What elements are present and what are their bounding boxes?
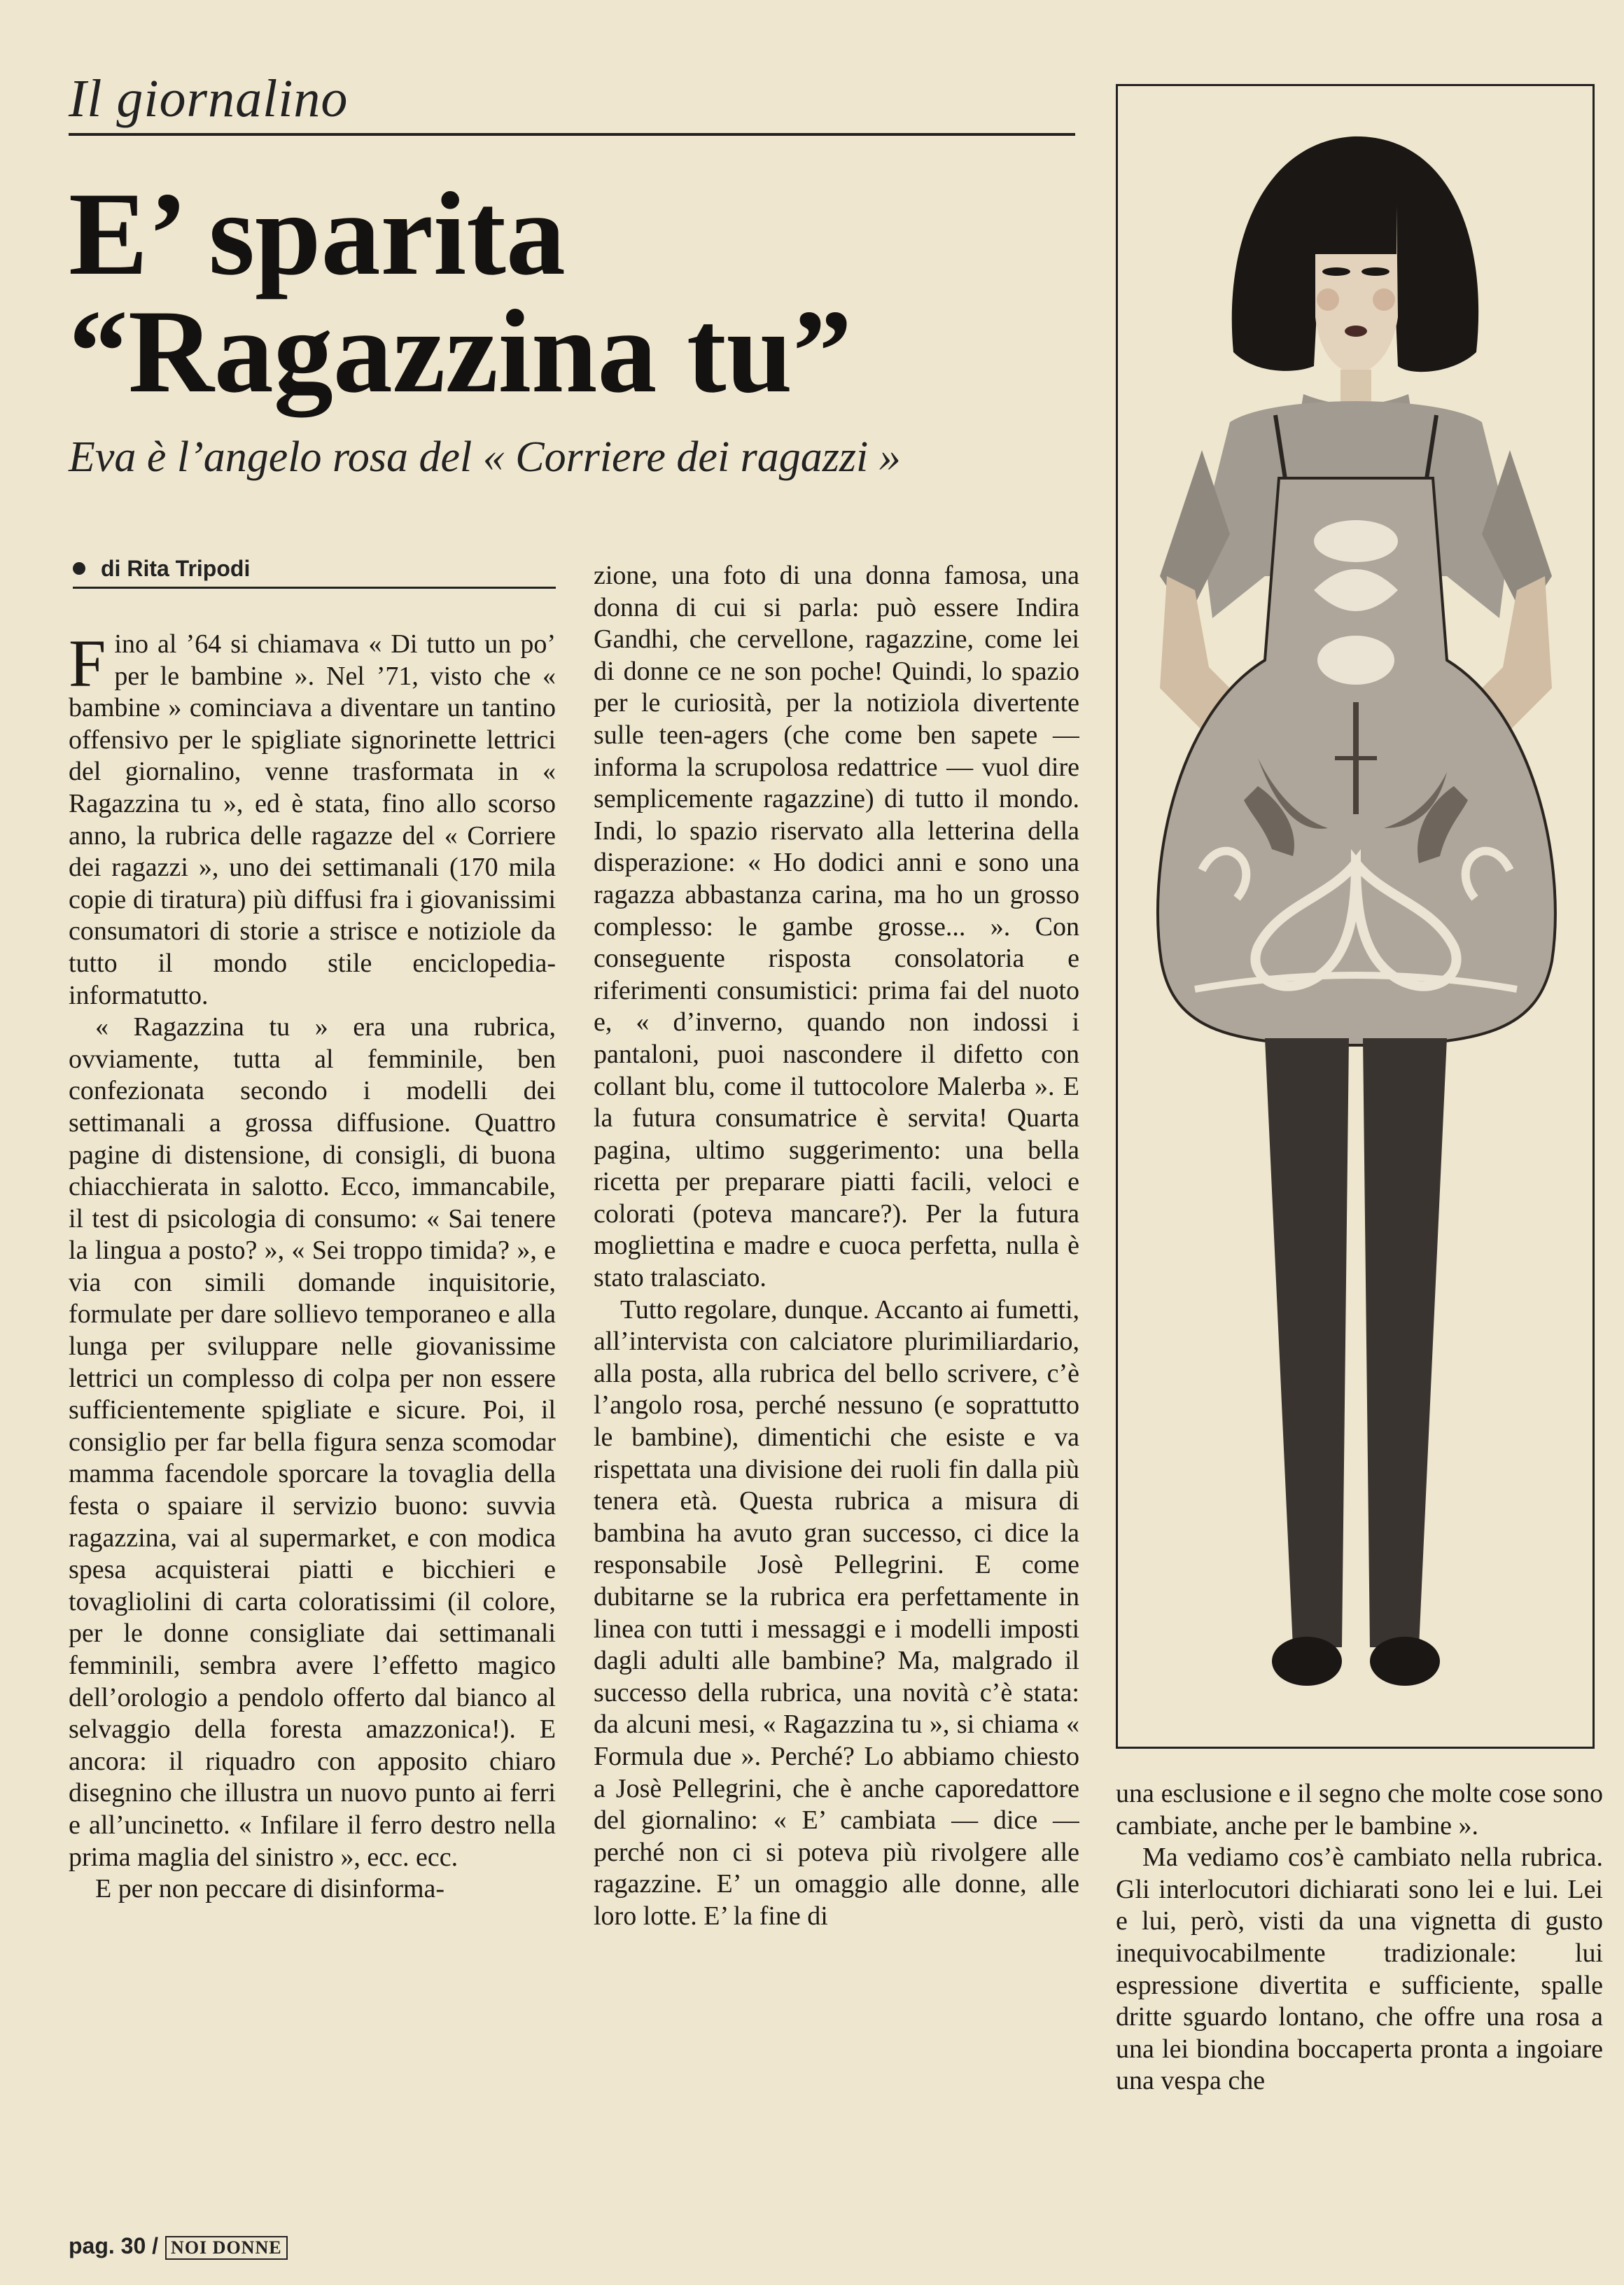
paragraph: E per non peccare di disinforma- — [95, 1874, 445, 1904]
bullet-icon — [73, 562, 85, 575]
paragraph: Ma vediamo cos’è cambiato nella rubrica. Gli interlocutori dichiarati sono lei e lui. Lei e lui, però, visti da una vignetta di gusto inequivocabilmente tradizionale: lui espressione divertita e sufficiente, spalle dritte sguardo lontano, che offre una rosa a una lei biondina boccaperta pronta a ingoiare una vespa che — [1116, 1843, 1603, 2096]
header-rule — [69, 133, 1075, 136]
article-column-1 — [69, 629, 556, 2148]
illustration-frame — [1116, 84, 1595, 1749]
headline-line-2: “Ragazzina tu” — [69, 286, 853, 417]
byline — [73, 556, 556, 589]
section-label: Il giornalino — [69, 69, 349, 128]
page-folio — [69, 2233, 288, 2260]
paragraph: Fino al ’64 si chiamava « Di tutto un po’ per le bambine ». Nel ’71, visto che « bambine » cominciava a diventare un tantino offensivo per le spigliate signorinette lettrici del giornalino, venne trasformata in « Ragazzina tu », ed è stata, fino allo scorso anno, la rubrica delle ragazze del « Corriere dei ragazzi », uno dei settimanali (170 mila copie di tiratura) più diffusi fra i giovanissimi consumatori di storie a strisce e notiziole da tutto il mondo stile enciclopedia-informatutto. — [69, 629, 556, 1010]
paragraph: « Ragazzina tu » era una rubrica, ovviamente, tutta al femminile, ben confezionata secondo i modelli dei settimanali a grossa diffusione. Quattro pagine di distensione, di consigli, di buona chiacchierata in salotto. Ecco, immancabile, il test di psicologia di consumo: « Sai tenere la lingua a posto? », « Sei troppo timida? », e via con simili domande inquisitorie, formulate per dare sollievo temporaneo e alla lunga per sviluppare nelle giovanissime lettrici un complesso di colpa per non essere sufficientemente spigliate e sicure. Poi, il consiglio per far bella figura senza scomodar mamma facendole sporcare la tovaglia della festa o spaiare il servizio buono: suvvia ragazzina, vai al supermarket, e con modica spesa acquisterai piatti e bicchieri e tovagliolini di carta coloratissimi (il colore, per le donne consigliate dai settimanali femminili, sembra avere l’effetto magico dell’orologio a pendolo offerto dal bianco al selvaggio della foresta amazzonica!). E ancora: il riquadro con apposito chiaro disegnino che illustra un nuovo punto ai ferri e all’uncinetto. « Infilare il ferro destro nella prima maglia del sinistro », ecc. ecc. — [69, 1012, 556, 1872]
headline — [69, 168, 1075, 417]
girl-in-apron-illustration — [1118, 86, 1592, 1747]
drop-cap: F — [69, 629, 106, 701]
magazine-logo: NOI DONNE — [165, 2236, 288, 2260]
paragraph: zione, una foto di una donna famosa, una donna di cui si parla: può essere Indira Gandhi, che cervellone, ragazzine, come lei di donne ce ne son poche! Quindi, lo spazio per le curiosità, per la notiziola divertente sulle teen-agers (che come ben sapete — informa la scrupolosa redattrice — vuol dire semplicemente ragazzine) di tutto il mondo. Indi, lo spazio riservato alla letterina della disperazione: « Ho dodici anni e sono una ragazza abbastanza carina, ma ho un grosso complesso: le gambe grosse... ». Con conseguente risposta consolatoria e riferimenti consumistici: prima fai del nuoto e, « d’inverno, quando non indossi i pantaloni, puoi nascondere il difetto con collant blu, come il tuttocolore Malerba ». E la futura consumatrice è servita! Quarta pagina, ultimo suggerimento: una bella ricetta per preparare piatti facili, veloci e colorati (poteva mancare?). Per la futura mogliettina e madre e cuoca perfetta, nulla è stato tralasciato. — [594, 561, 1079, 1293]
paragraph: Tutto regolare, dunque. Accanto ai fumetti, all’intervista con calciatore plurimiliardario, alla posta, alla rubrica del bello scrivere, c’è l’angolo rosa, perché nessuno (e soprattutto le bambine), dimentichi che esiste e va rispettata una divisione dei ruoli fin dalla più tenera età. Questa rubrica a misura di bambina ha avuto gran successo, ci dice la responsabile Josè Pellegrini. E come dubitarne se la rubrica era perfettamente in linea con tutti i messaggi e i modelli imposti dagli adulti alle bambine? Ma, malgrado il successo della rubrica, una novità c’è stata: da alcuni mesi, « Ragazzina tu », si chiama « Formula due ». Perché? Lo abbiamo chiesto a Josè Pellegrini, che è anche caporedattore del giornalino: « E’ cambiata — dice — perché non ci si poteva più rivolgere alle ragazzine. E’ un omaggio alle donne, alle loro lotte. E’ la fine di — [594, 1294, 1079, 1931]
paragraph: una esclusione e il segno che molte cose sono cambiate, anche per le bambine ». — [1116, 1779, 1603, 1840]
byline-text: di Rita Tripodi — [101, 556, 251, 581]
headline-line-1: E’ sparita — [69, 168, 566, 300]
article-column-2 — [594, 560, 1079, 2184]
article-column-3 — [1116, 1778, 1603, 2184]
page-number: pag. 30 / — [69, 2233, 159, 2258]
subtitle: Eva è l’angelo rosa del « Corriere dei ragazzi » — [69, 433, 901, 481]
